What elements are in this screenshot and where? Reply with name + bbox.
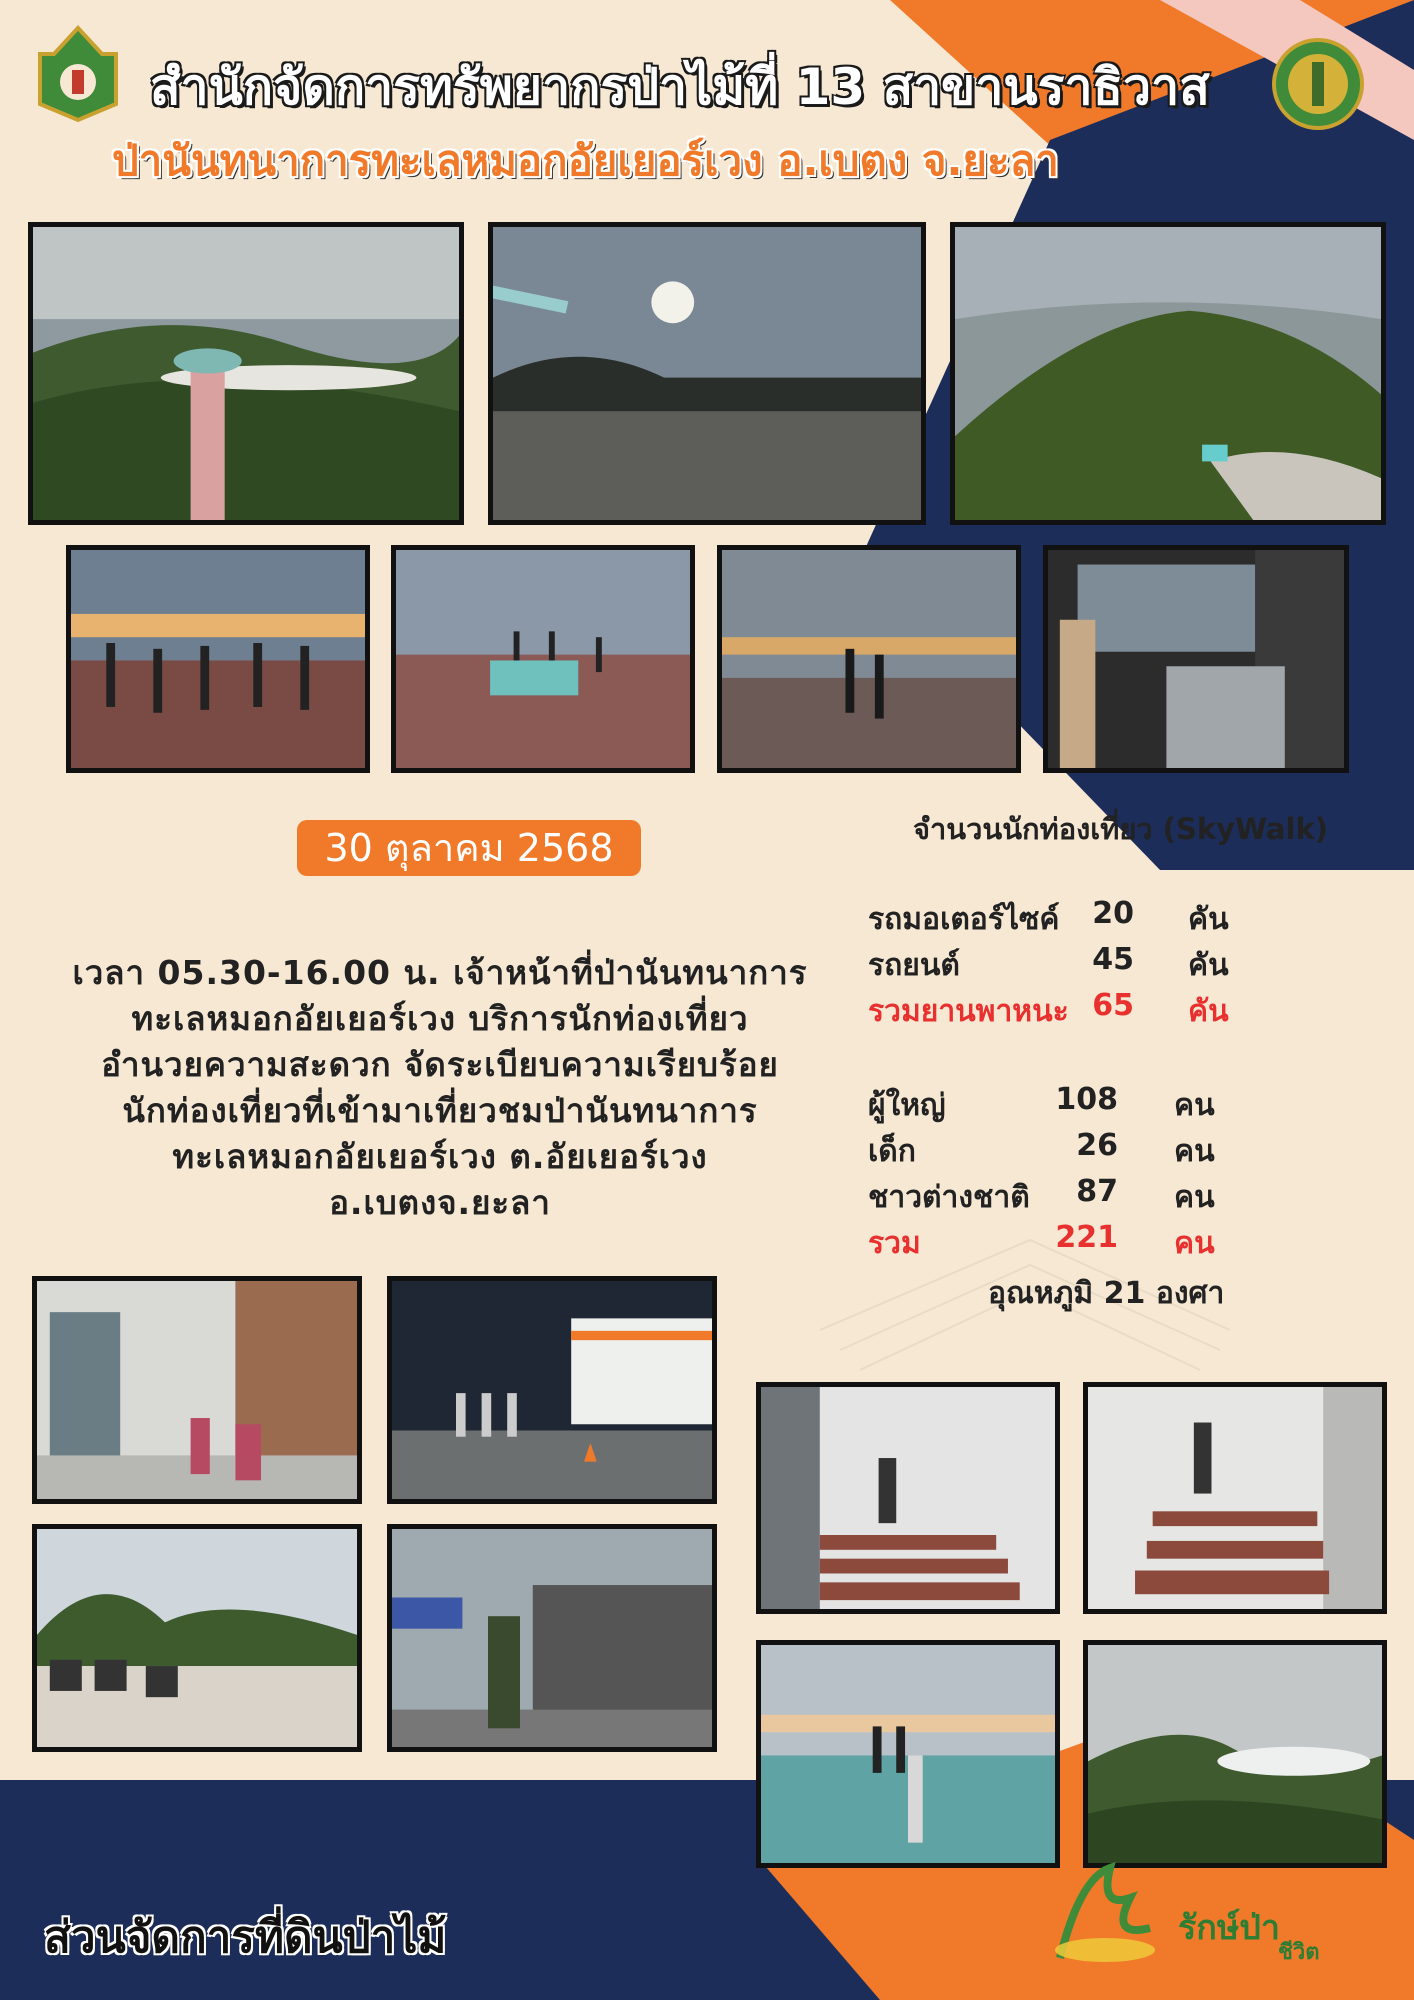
photo-misty-mountain [1083, 1640, 1387, 1868]
description-block [30, 950, 850, 1226]
forest-department-emblem-logo [32, 24, 124, 124]
description-line: ทะเลหมอกอัยเยอร์เวง บริการนักท่องเที่ยว [131, 999, 749, 1038]
stat-label-car: รถยนต์ [868, 948, 960, 983]
footer-title: ส่วนจัดการที่ดินป่าไม้ [44, 1912, 447, 1963]
photo-glass-deck-visitors [756, 1640, 1060, 1868]
temperature-label: อุณหภูมิ 21 องศา [988, 1276, 1225, 1311]
save-forest-logo-text: รักษ์ป่า [1178, 1908, 1280, 1948]
stat-unit-foreigners: คน [1174, 1180, 1215, 1215]
stat-unit-car: คัน [1188, 948, 1229, 983]
stat-value-foreigners: 87 [1076, 1174, 1118, 1209]
description-line: เวลา 05.30-16.00 น. เจ้าหน้าที่ป่านันทนาการ [72, 953, 808, 992]
photo-motorcycle-parking [32, 1524, 362, 1752]
photo-ticket-gate-staff [1043, 545, 1349, 773]
photo-forest-hill-aerial [950, 222, 1386, 525]
stats-heading: จำนวนนักท่องเที่ยว (SkyWalk) [913, 812, 1329, 846]
photo-visitors-deck-dawn [66, 545, 370, 773]
stat-label-foreigners: ชาวต่างชาติ [868, 1180, 1030, 1215]
stat-label-motorcycle: รถมอเตอร์ไซค์ [868, 902, 1060, 937]
header-title: สำนักจัดการทรัพยากรป่าไม้ที่ 13 สาขานราธิวาส [150, 58, 1210, 116]
stat-unit-children: คน [1174, 1134, 1215, 1169]
stat-value-adults: 108 [1055, 1082, 1118, 1117]
stat-value-motorcycle: 20 [1092, 896, 1134, 931]
photo-visitors-waiting-building [32, 1276, 362, 1504]
photo-photographer-sunset [717, 545, 1021, 773]
stat-label-children: เด็ก [868, 1134, 916, 1169]
description-line: นักท่องเที่ยวที่เข้ามาเที่ยวชมป่านันทนาการ [122, 1091, 758, 1130]
description-line: ทะเลหมอกอัยเยอร์เวง ต.อัยเยอร์เวง [172, 1137, 708, 1176]
photo-staff-cleaning-stairs [756, 1382, 1060, 1614]
save-forest-logo [1178, 1900, 1338, 1980]
photo-glass-platform [391, 545, 695, 773]
stat-label-visitor-total: รวม [868, 1226, 921, 1261]
photo-staff-by-truck [387, 1524, 717, 1752]
photo-viewpoint-sunrise [488, 222, 926, 525]
photo-entrance-night-visitors [387, 1276, 717, 1504]
stat-value-children: 26 [1076, 1128, 1118, 1163]
header-subtitle: ป่านันทนาการทะเลหมอกอัยเยอร์เวง อ.เบตง จ.ยะลา [112, 136, 1059, 185]
stat-label-adults: ผู้ใหญ่ [868, 1088, 946, 1123]
description-line: อำนวยความสะดวก จัดระเบียบความเรียบร้อย [101, 1045, 779, 1084]
stat-label-vehicle-total: รวมยานพาหนะ [868, 994, 1069, 1029]
stat-value-car: 45 [1092, 942, 1134, 977]
stat-value-vehicle-total: 65 [1092, 988, 1134, 1023]
photo-skywalk-aerial [28, 222, 464, 525]
stat-unit-vehicle-total: คัน [1188, 994, 1229, 1029]
save-forest-logo-sub: ชีวิต [1278, 1940, 1320, 1965]
stat-unit-motorcycle: คัน [1188, 902, 1229, 937]
description-line: อ.เบตงจ.ยะลา [329, 1183, 551, 1222]
stat-unit-visitor-total: คน [1174, 1226, 1215, 1261]
photo-staff-mopping-stairs [1083, 1382, 1387, 1614]
royal-forest-department-seal-logo [1272, 38, 1364, 130]
date-badge: 30 ตุลาคม 2568 [297, 820, 641, 876]
stat-unit-adults: คน [1174, 1088, 1215, 1123]
stat-value-visitor-total: 221 [1055, 1220, 1118, 1255]
forest-recreation-logo [1040, 1858, 1170, 1978]
